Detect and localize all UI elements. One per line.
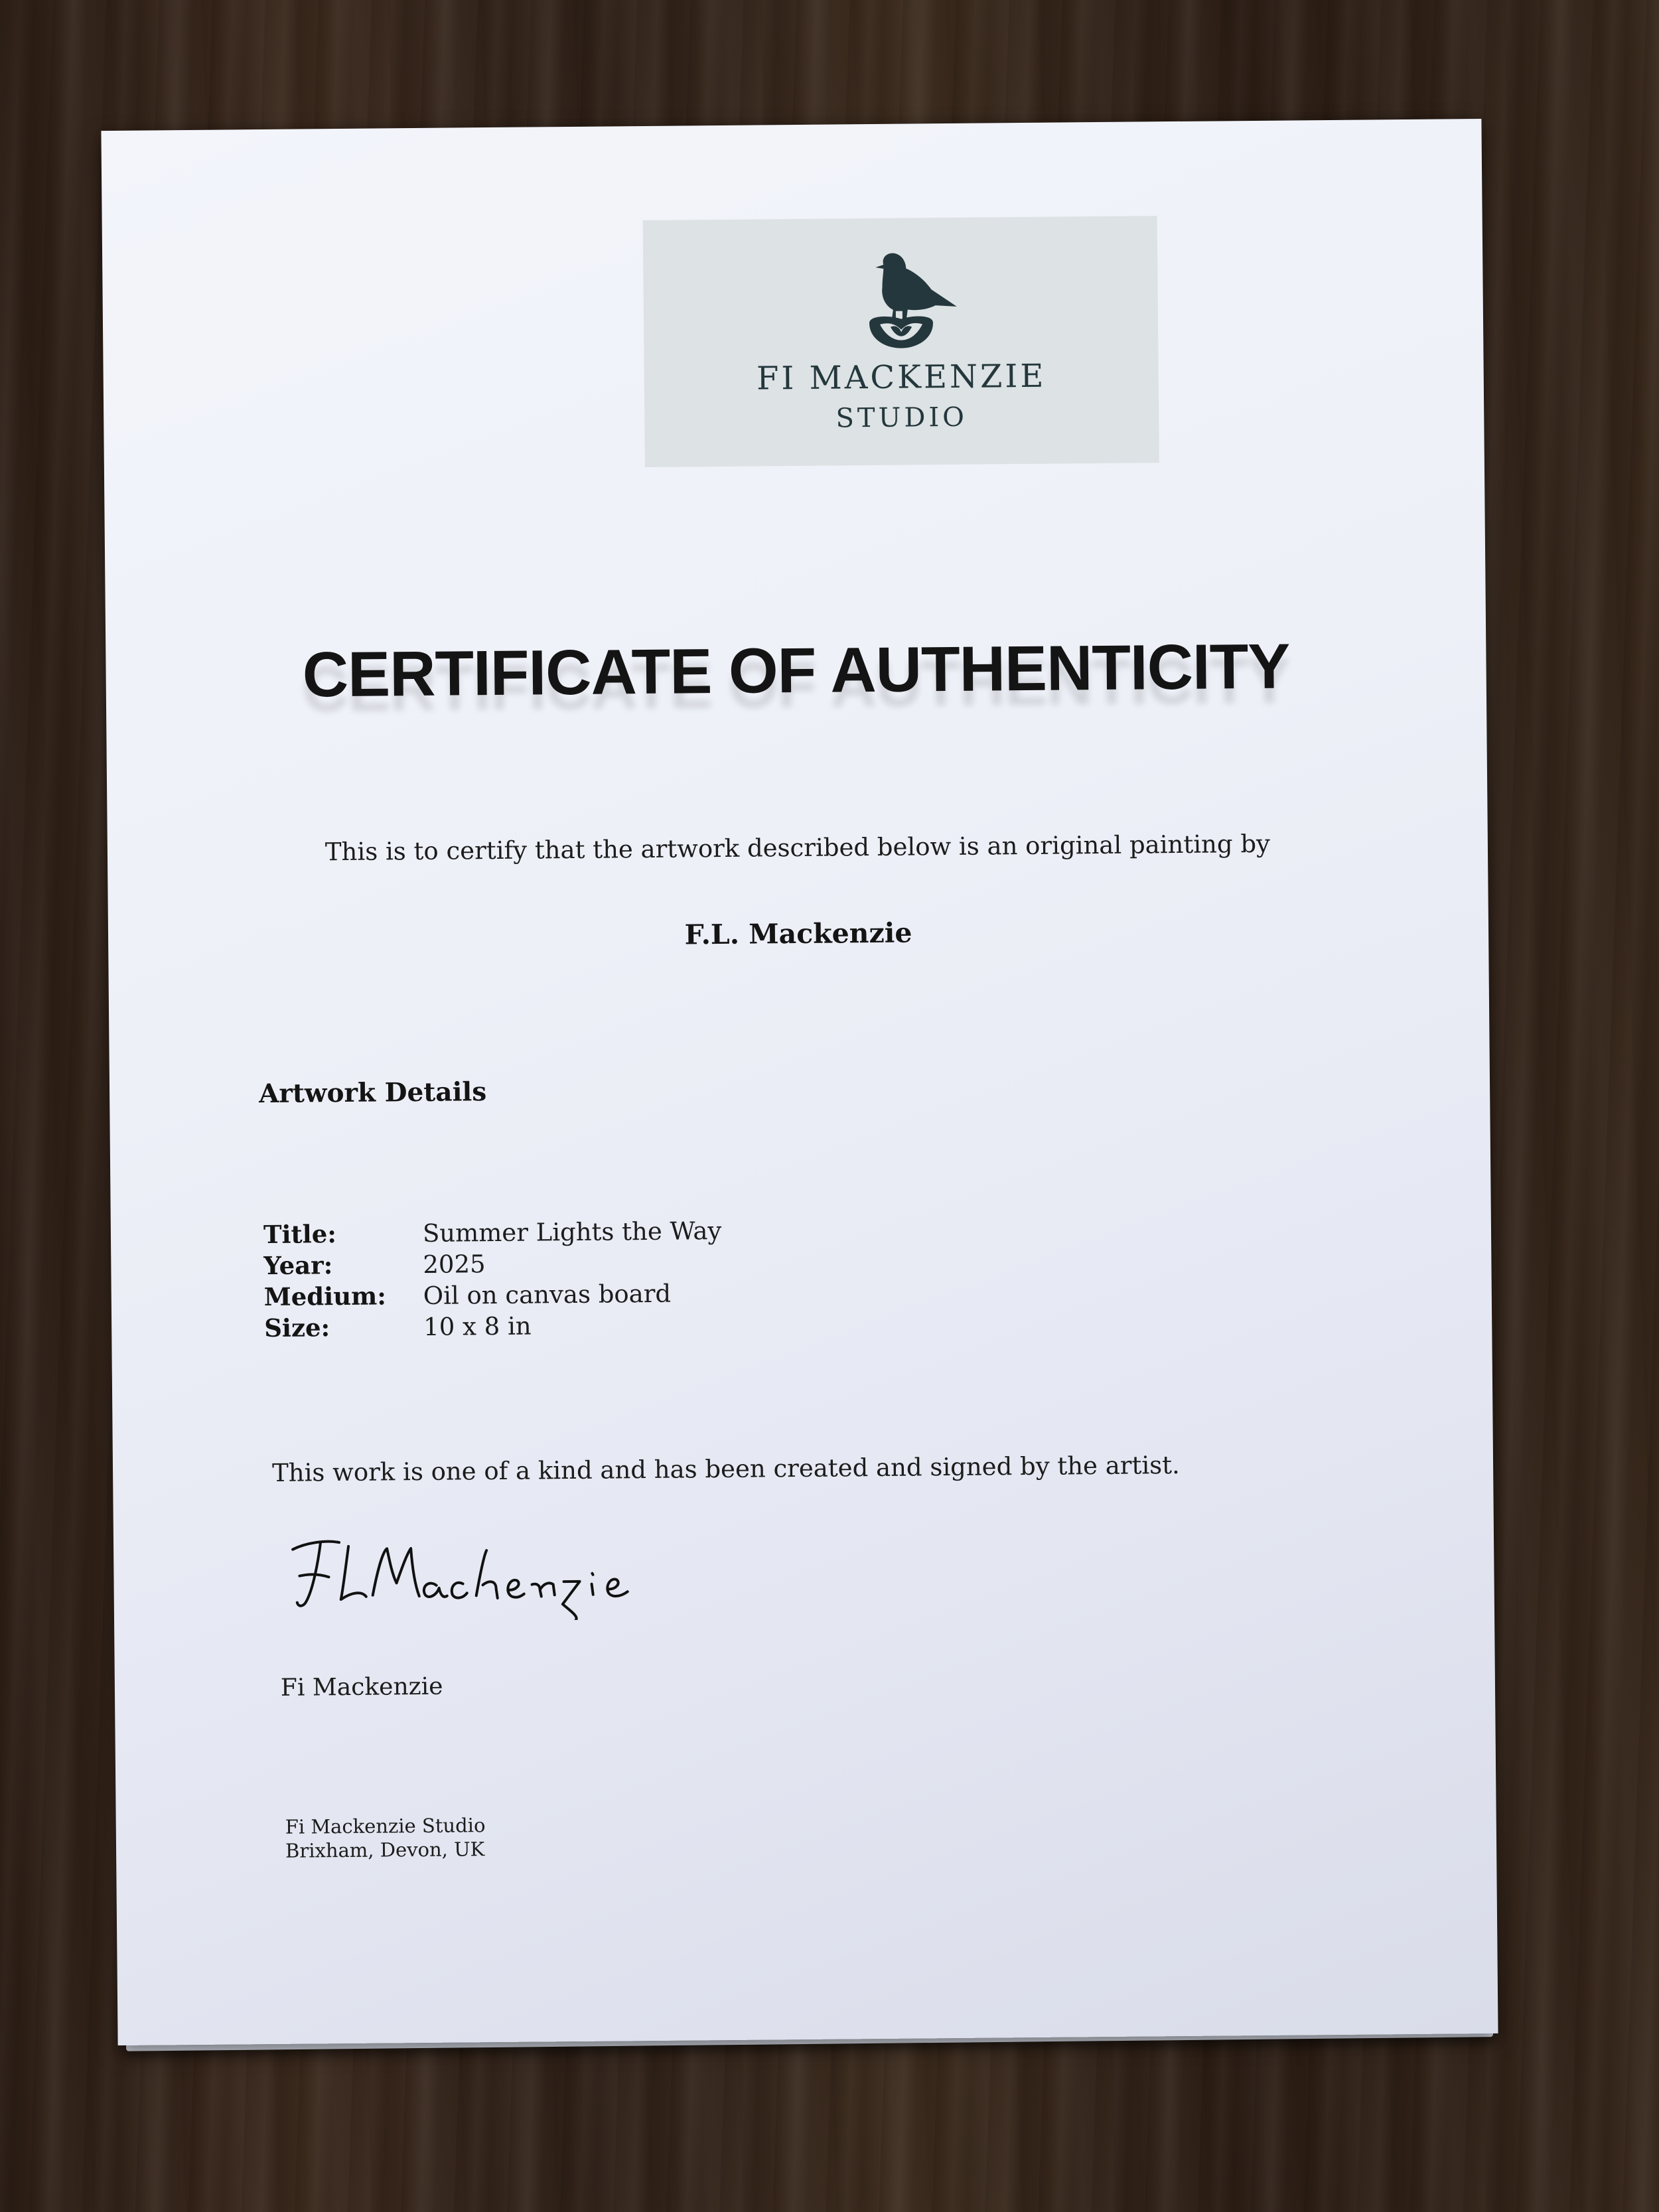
artwork-details-heading: Artwork Details (258, 1076, 487, 1110)
detail-label: Title: (263, 1219, 337, 1250)
certificate-title: CERTIFICATE OF AUTHENTICITY (302, 630, 1290, 711)
signer-name: Fi Mackenzie (280, 1672, 443, 1702)
address-line-1: Fi Mackenzie Studio (285, 1814, 486, 1838)
studio-subtitle: STUDIO (835, 402, 968, 434)
address-line-2: Brixham, Devon, UK (285, 1838, 485, 1862)
detail-row-medium (264, 1278, 723, 1313)
detail-row-title (263, 1215, 722, 1250)
detail-value: 2025 (423, 1250, 486, 1279)
detail-label: Medium: (263, 1281, 387, 1312)
studio-address (285, 1813, 486, 1863)
detail-label: Year: (263, 1250, 333, 1281)
detail-row-size (264, 1309, 723, 1344)
artwork-details-list (263, 1215, 723, 1344)
studio-name: FI MACKENZIE (756, 357, 1046, 398)
handwritten-signature (279, 1520, 652, 1623)
bird-on-nest-icon (842, 250, 959, 354)
detail-value: 10 x 8 in (423, 1311, 532, 1341)
detail-value: Summer Lights the Way (422, 1217, 722, 1248)
studio-logo (643, 216, 1159, 467)
detail-row-year (263, 1246, 722, 1282)
artist-name: F.L. Mackenzie (684, 917, 912, 951)
detail-value: Oil on canvas board (423, 1279, 672, 1310)
detail-label: Size: (264, 1313, 330, 1343)
authenticity-statement: This work is one of a kind and has been created and signed by the artist. (271, 1451, 1180, 1487)
certificate-intro: This is to certify that the artwork described below is an original painting by (325, 829, 1271, 867)
certificate-sheet (101, 119, 1498, 2045)
